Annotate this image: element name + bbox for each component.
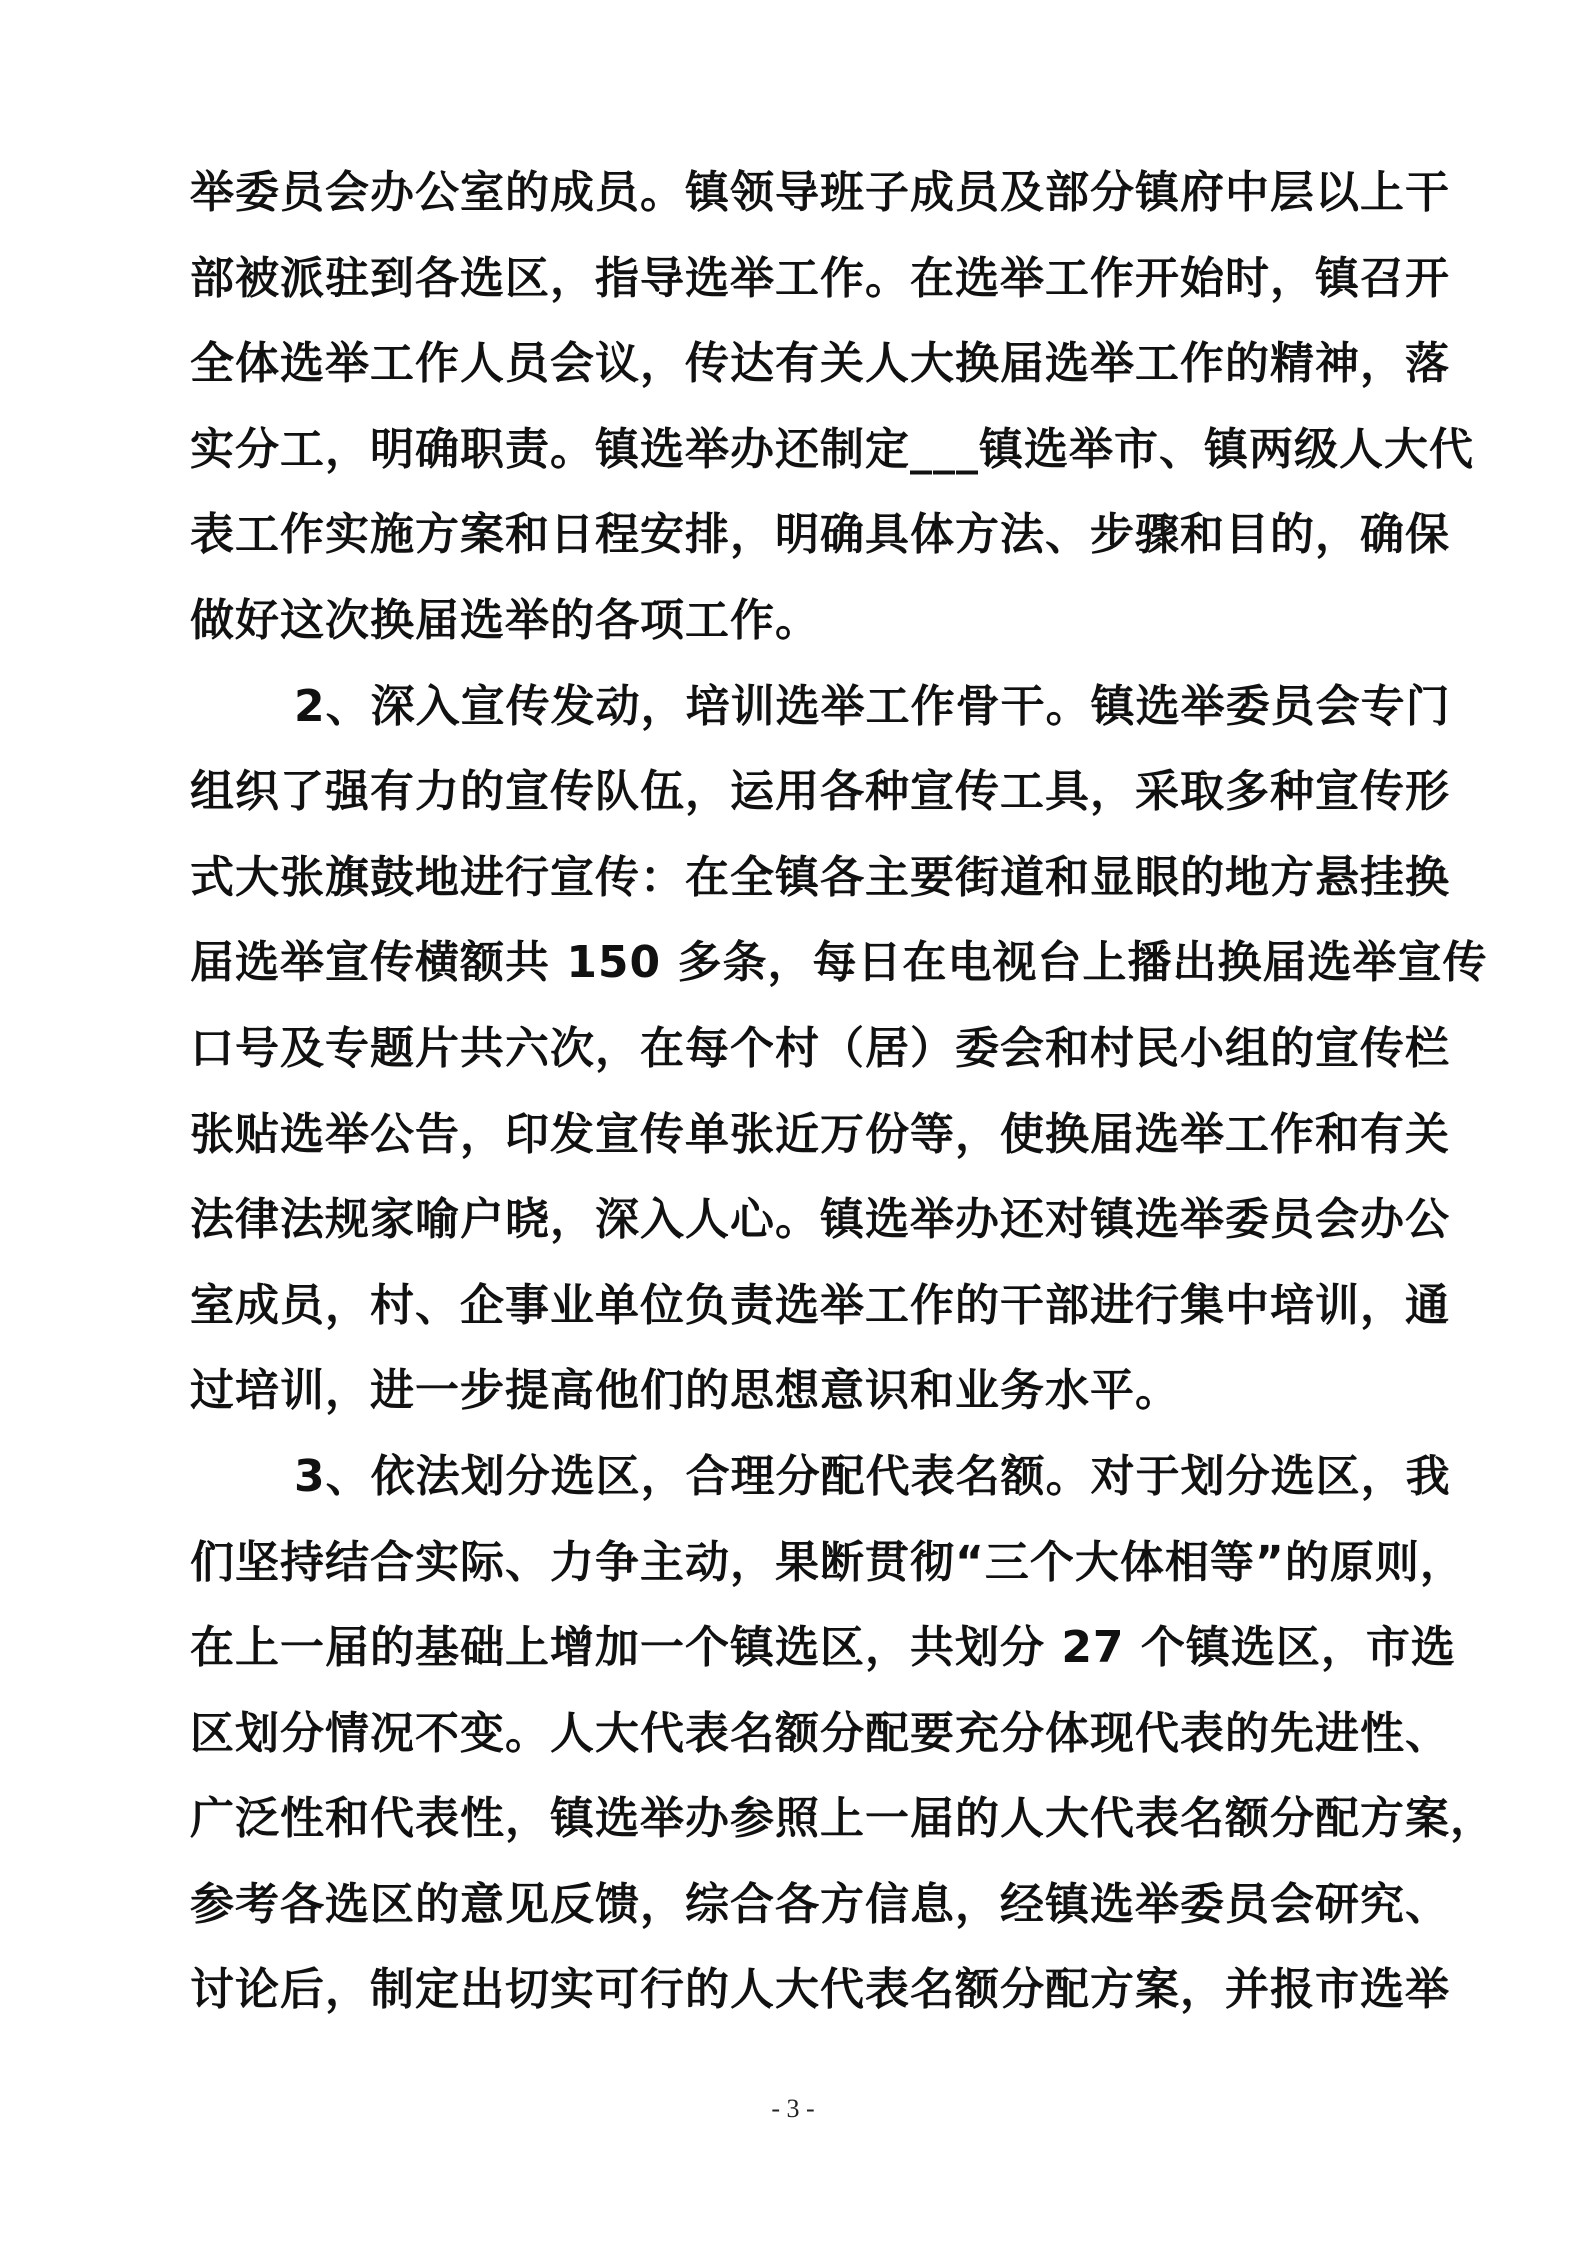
text-line: 3、依法划分选区，合理分配代表名额。对于划分选区，我 <box>294 1450 1451 1502</box>
text-line: 们坚持结合实际、力争主动，果断贯彻“三个大体相等”的原则， <box>190 1536 1465 1588</box>
paragraph-3 <box>190 1434 1495 2033</box>
text-line: 参考各选区的意见反馈，综合各方信息，经镇选举委员会研究、 <box>190 1878 1450 1930</box>
text-line: 过培训，进一步提高他们的思想意识和业务水平。 <box>190 1365 1180 1417</box>
page-number: - 3 - <box>771 2094 815 2123</box>
text-line: 讨论后，制定出切实可行的人大代表名额分配方案，并报市选举 <box>190 1964 1450 2016</box>
body-text <box>190 150 1495 2033</box>
text-line: 做好这次换届选举的各项工作。 <box>190 594 820 646</box>
text-line: 举委员会办公室的成员。镇领导班子成员及部分镇府中层以上干 <box>190 167 1450 218</box>
text-line: 届选举宣传横额共 150 多条，每日在电视台上播出换届选举宣传 <box>190 937 1488 989</box>
text-line: 全体选举工作人员会议，传达有关人大换届选举工作的精神，落 <box>190 338 1450 390</box>
text-line: 部被派驻到各选区，指导选举工作。在选举工作开始时，镇召开 <box>190 252 1450 304</box>
text-line: 表工作实施方案和日程安排，明确具体方法、步骤和目的，确保 <box>190 509 1450 561</box>
text-line: 在上一届的基础上增加一个镇选区，共划分 27 个镇选区，市选 <box>190 1622 1456 1674</box>
text-line: 广泛性和代表性，镇选举办参照上一届的人大代表名额分配方案， <box>190 1793 1495 1845</box>
text-line: 口号及专题片共六次，在每个村（居）委会和村民小组的宣传栏 <box>190 1022 1450 1074</box>
text-line: 式大张旗鼓地进行宣传：在全镇各主要街道和显眼的地方悬挂换 <box>190 851 1450 903</box>
text-line: 实分工，明确职责。镇选举办还制定___镇选举市、镇两级人大代 <box>190 423 1474 475</box>
paragraph-1 <box>190 150 1474 664</box>
text-line: 组织了强有力的宣传队伍，运用各种宣传工具，采取多种宣传形 <box>190 766 1450 818</box>
text-line: 室成员，村、企事业单位负责选举工作的干部进行集中培训，通 <box>190 1279 1450 1331</box>
text-line: 区划分情况不变。人大代表名额分配要充分体现代表的先进性、 <box>190 1707 1450 1759</box>
paragraph-2 <box>190 664 1488 1434</box>
text-line: 2、深入宣传发动，培训选举工作骨干。镇选举委员会专门 <box>294 680 1451 732</box>
text-line: 法律法规家喻户晓，深入人心。镇选举办还对镇选举委员会办公 <box>190 1194 1450 1246</box>
text-line: 张贴选举公告，印发宣传单张近万份等，使换届选举工作和有关 <box>190 1108 1450 1160</box>
